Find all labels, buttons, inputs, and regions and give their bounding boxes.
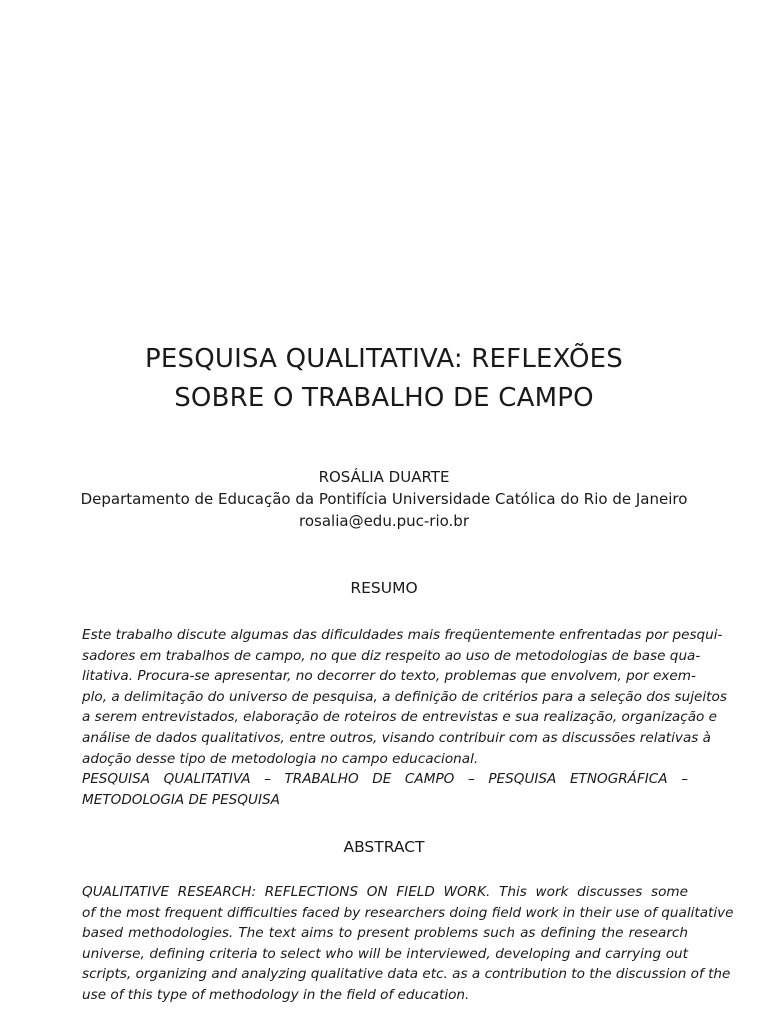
paper-title-line-2: SOBRE O TRABALHO DE CAMPO	[174, 383, 594, 413]
resumo-line: Este trabalho discute algumas das dificuldades mais freqüentemente enfrentadas por pesqui-	[82, 627, 723, 643]
resumo-line: análise de dados qualitativos, entre outros, visando contribuir com as discussões relativas à	[82, 729, 712, 746]
abstract-line: QUALITATIVE RESEARCH: REFLECTIONS ON FIELD WORK. This work discusses some	[82, 884, 688, 900]
paper-title-line-1: PESQUISA QUALITATIVA: REFLEXÕES	[144, 344, 623, 374]
abstract-heading: ABSTRACT	[343, 838, 425, 856]
abstract-line: use of this type of methodology in the field of education.	[82, 986, 470, 1003]
abstract-line: based methodologies. The text aims to present problems such as defining the research	[82, 925, 688, 942]
resumo-body	[82, 625, 727, 769]
abstract-line: of the most frequent difficulties faced by researchers doing field work in their use of qualitative	[82, 904, 734, 921]
paper-title	[0, 340, 768, 418]
resumo-line: sadores em trabalhos de campo, no que diz respeito ao uso de metodologias de base qua-	[82, 647, 701, 664]
resumo-heading: RESUMO	[350, 579, 418, 597]
author-affiliation: Departamento de Educação da Pontifícia Universidade Católica do Rio de Janeiro	[80, 490, 688, 508]
resumo-line: litativa. Procura-se apresentar, no decorrer do texto, problemas que envolvem, por exem-	[82, 668, 696, 685]
abstract-body	[82, 882, 734, 1006]
resumo-line: plo, a delimitação do universo de pesquisa, a definição de critérios para a seleção dos sujeitos	[82, 688, 727, 705]
resumo-line: a serem entrevistados, elaboração de roteiros de entrevistas e sua realização, organização e	[82, 709, 718, 726]
keywords-line: METODOLOGIA DE PESQUISA	[82, 791, 280, 808]
abstract-line: scripts, organizing and analyzing qualitative data etc. as a contribution to the discussion of the	[82, 966, 731, 983]
abstract-line: universe, defining criteria to select who will be interviewed, developing and carrying out	[82, 945, 688, 962]
keywords-line: PESQUISA QUALITATIVA – TRABALHO DE CAMPO – PESQUISA ETNOGRÁFICA –	[82, 771, 688, 787]
author-name: ROSÁLIA DUARTE	[318, 468, 450, 486]
resumo-keywords	[82, 769, 688, 810]
author-email: rosalia@edu.puc-rio.br	[299, 512, 469, 530]
resumo-line: adoção desse tipo de metodologia no campo educacional.	[82, 750, 479, 767]
